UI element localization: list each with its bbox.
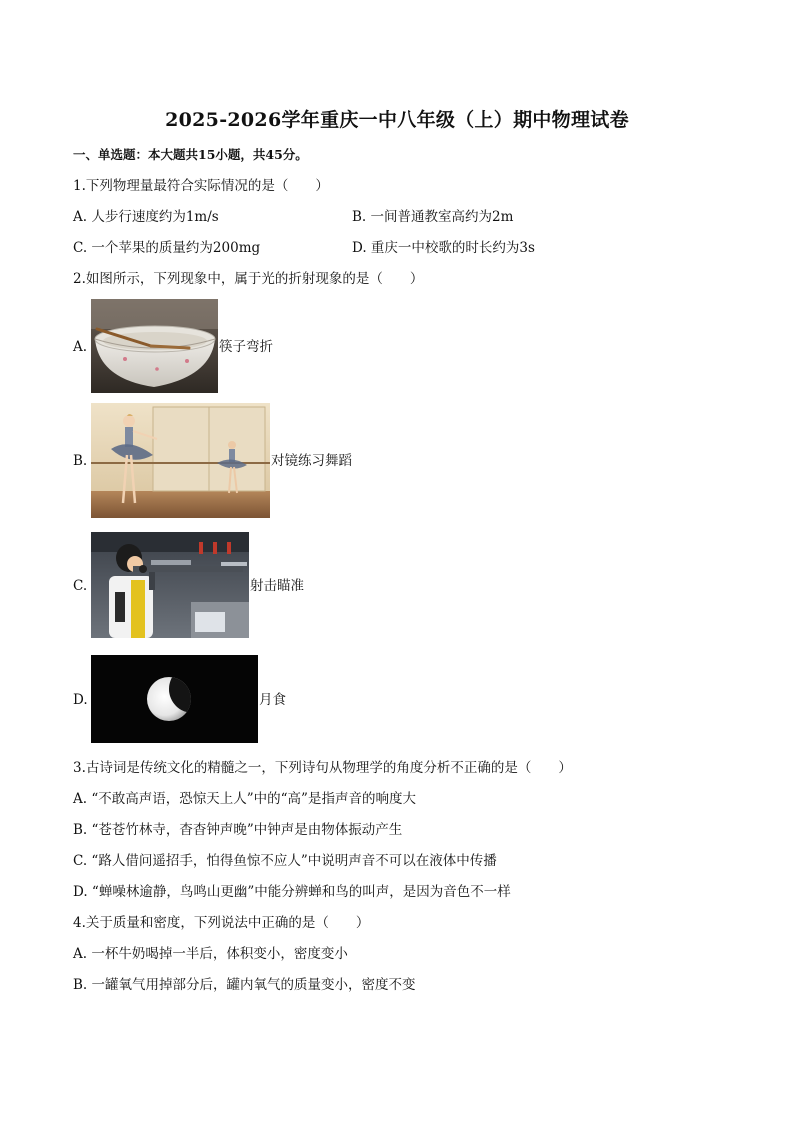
- question-2-option-b-caption: 对镜练习舞蹈: [271, 453, 352, 469]
- bowl-chopstick-photo: [91, 299, 218, 393]
- question-1-option-b: B. 一间普通教室高约为2m: [352, 209, 514, 225]
- question-2-option-c-caption: 射击瞄准: [250, 578, 304, 594]
- question-1-stem: 1.下列物理量最符合实际情况的是（ ）: [73, 178, 329, 194]
- question-1-option-c: C. 一个苹果的质量约为200mg: [73, 240, 261, 256]
- question-4-stem: 4.关于质量和密度，下列说法中正确的是（ ）: [73, 915, 370, 931]
- question-3-option-b: B. “苍苍竹林寺，杳杳钟声晚”中钟声是由物体振动产生: [73, 822, 403, 838]
- question-3-option-c: C. “路人借问遥招手，怕得鱼惊不应人”中说明声音不可以在液体中传播: [73, 853, 497, 869]
- lunar-eclipse-photo: [91, 655, 258, 743]
- question-2-option-a-caption: 筷子弯折: [219, 339, 273, 355]
- exam-title: 2025-2026学年重庆一中八年级（上）期中物理试卷: [165, 109, 629, 131]
- question-2-option-c-letter: C.: [73, 578, 88, 594]
- question-1-option-d: D. 重庆一中校歌的时长约为3s: [352, 240, 535, 256]
- section-heading: 一、单选题：本大题共15小题，共45分。: [73, 147, 308, 162]
- question-3-stem: 3.古诗词是传统文化的精髓之一，下列诗句从物理学的角度分析不正确的是（ ）: [73, 760, 572, 776]
- shooter-aiming-photo: [91, 532, 249, 638]
- dancer-mirror-photo: [91, 403, 270, 518]
- question-3-option-d: D. “蝉噪林逾静，鸟鸣山更幽”中能分辨蝉和鸟的叫声，是因为音色不一样: [73, 884, 511, 900]
- question-4-option-b: B. 一罐氧气用掉部分后，罐内氧气的质量变小，密度不变: [73, 977, 416, 993]
- question-2-option-d-letter: D.: [73, 692, 88, 708]
- question-2-option-d-caption: 月食: [259, 692, 286, 708]
- question-1-option-a: A. 人步行速度约为1m/s: [73, 209, 219, 225]
- question-2-option-b-letter: B.: [73, 453, 88, 469]
- question-4-option-a: A. 一杯牛奶喝掉一半后，体积变小，密度变小: [73, 946, 348, 962]
- question-2-stem: 2.如图所示，下列现象中，属于光的折射现象的是（ ）: [73, 271, 424, 287]
- question-3-option-a: A. “不敢高声语，恐惊天上人”中的“高”是指声音的响度大: [73, 791, 416, 807]
- question-2-option-a-letter: A.: [73, 339, 88, 355]
